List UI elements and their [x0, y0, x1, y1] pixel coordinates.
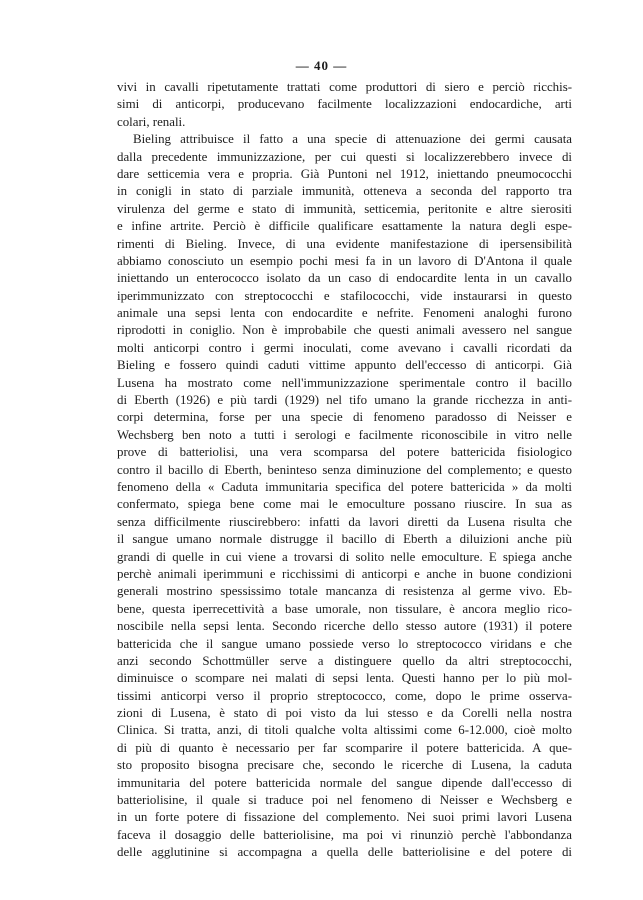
text-line: perchè animali iperimmuni e ricchissimi di anticorpi e anche in buone condizioni: [117, 566, 572, 581]
text-line: noscibile nella sepsi lenta. Secondo ricerche dello stesso autore (1931) il potere: [117, 619, 572, 634]
text-line: corpi determina, forse per una specie di fenomeno paradosso di Neisser e: [117, 410, 572, 425]
text-line: iniettando un enterococco isolato da un caso di endocardite lenta in un cavallo: [117, 271, 572, 286]
text-line: di più di quanto è necessario per far scomparire il potere battericida. A que-: [117, 740, 572, 755]
text-line: abbiamo conosciuto un esempio pochi mesi fa in un lavoro di D'Antona il quale: [117, 253, 572, 268]
text-line: dare setticemia vera e propria. Già Puntoni nel 1912, iniettando pneumococchi: [117, 166, 572, 181]
text-line: iperimmunizzato con streptococchi e stafilococchi, vide instaurarsi in questo: [117, 288, 572, 303]
text-line: molti anticorpi contro i germi inoculati, come avevano i cavalli ricordati da: [117, 340, 572, 355]
text-line: animale una sepsi lenta con endocardite e nefrite. Fenomeni analoghi furono: [117, 306, 572, 321]
text-line: anzi secondo Schottmüller serve a distinguere quello da altri streptococchi,: [117, 653, 572, 668]
text-line: virulenza del germe e stato di immunità, setticemia, peritonite e altre sierositi: [117, 201, 572, 216]
text-line: colari, renali.: [117, 114, 186, 129]
text-line: immunitaria del potere battericida normale del sangue dipende dall'eccesso di: [117, 775, 572, 790]
text-line: il sangue umano normale distrugge il bacillo di Eberth a diluizioni anche più: [117, 532, 572, 547]
text-line: simi di anticorpi, producevano facilmente localizzazioni endocardiche, arti: [117, 97, 572, 112]
text-line: Clinica. Si tratta, anzi, di titoli qualche volta altissimi come 6-12.000, cioè molto: [117, 723, 572, 738]
text-line: diminuisce o scompare nei malati di sepsi lenta. Questi hanno per lo più mol-: [117, 671, 572, 686]
text-line: delle agglutinine si accompagna a quella delle batteriolisine e del potere di: [117, 845, 572, 860]
text-line: contro il bacillo di Eberth, beninteso senza diminuzione del complemento; e questo: [117, 462, 572, 477]
text-line: Lusena ha mostrato come nell'immunizzazione sperimentale contro il bacillo: [117, 375, 572, 390]
text-line: riprodotti in coniglio. Non è improbabile che questi animali avessero nel sangue: [117, 323, 572, 338]
text-line: vivi in cavalli ripetutamente trattati come produttori di siero e perciò ricchis-: [117, 80, 572, 94]
text-line: Bieling e fossero quindi caduti vittime appunto dell'eccesso di anticorpi. Già: [117, 358, 572, 373]
page-number: — 40 —: [295, 58, 348, 73]
text-line: zioni di Lusena, è stato di poi visto da lui stesso e da Corelli nella nostra: [117, 706, 572, 721]
text-line: bene, questa iperrecettività a base umorale, non tissulare, è ancora meglio rico-: [117, 601, 572, 616]
text-line: faceva il dosaggio delle batteriolisine, ma poi vi rinunziò perchè l'abbondanza: [117, 827, 572, 842]
text-line: dalla precedente immunizzazione, per cui questi si localizzerebbero invece di: [117, 149, 572, 164]
text-line: e infine artrite. Perciò è difficile qualificare esattamente la natura degli espe-: [117, 219, 572, 234]
text-line: Wechsberg ben noto a tutti i serologi e facilmente riconoscibile in vitro nelle: [117, 427, 572, 442]
text-line: batteriolisine, il quale si traduce poi nel fenomeno di Neisser e Wechsberg e: [117, 793, 572, 808]
text-line: in conigli in stato di parziale immunità, otteneva a seconda del rapporto tra: [117, 184, 572, 199]
text-line: Bieling attribuisce il fatto a una specie di attenuazione dei germi causata: [133, 132, 572, 147]
text-line: fenomeno della « Caduta immunitaria specifica del potere battericida » da molti: [117, 479, 572, 494]
text-line: tissimi anticorpi verso il proprio streptococco, come, dopo le prime osserva-: [117, 688, 572, 703]
body-text: [117, 79, 572, 862]
text-line: battericida che il sangue umano possiede verso lo streptococco viridans e che: [117, 636, 572, 651]
text-line: senza difficilmente riuscirebbero: infatti da lavori diretti da Lusena risulta che: [117, 514, 572, 529]
text-line: rimenti di Bieling. Invece, di una evidente manifestazione di ipersensibilità: [117, 236, 572, 251]
text-line: grandi di quelle in cui viene a trovarsi di solito nelle emoculture. E spiega anche: [117, 549, 572, 564]
text-line: in un forte potere di fissazione del complemento. Nei suoi primi lavori Lusena: [117, 810, 572, 825]
text-line: generali mostrino spessissimo totale mancanza di resistenza al germe vivo. Eb-: [117, 584, 572, 599]
text-line: confermato, spiega bene come mai le emoculture possano riuscire. In sua as: [117, 497, 572, 512]
text-line: sto proposito bisogna precisare che, secondo le ricerche di Lusena, la caduta: [117, 758, 572, 773]
text-line: prove di batteriolisi, una vera scomparsa del potere battericida fisiologico: [117, 445, 572, 460]
text-line: di Eberth (1926) e più tardi (1929) nel tifo umano la grande ricchezza in anti-: [117, 393, 572, 408]
